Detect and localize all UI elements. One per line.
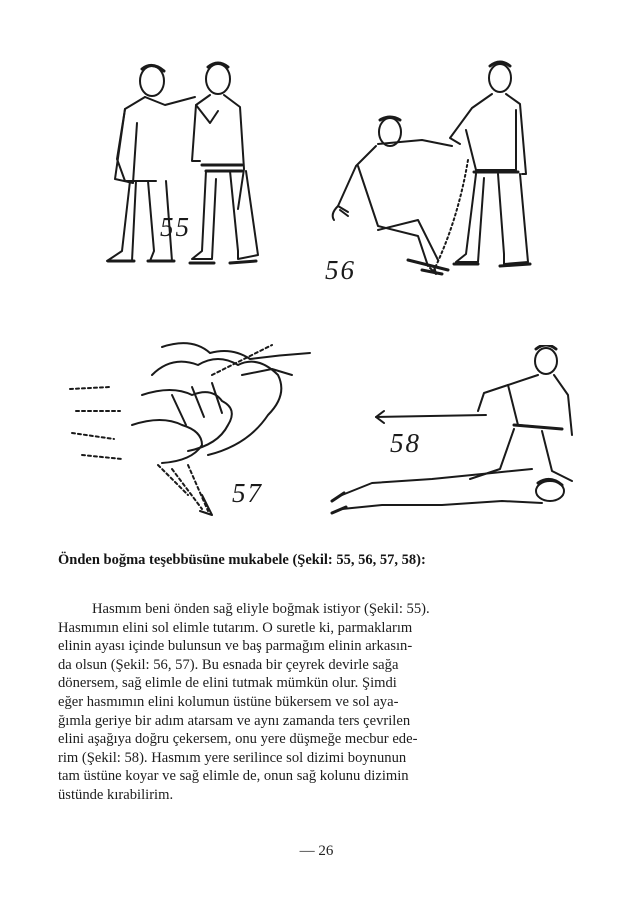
text-line: da olsun (Şekil: 56, 57). Bu esnada bir çeyrek devirle sağa	[58, 656, 399, 673]
figure-55-label: 55	[160, 212, 191, 242]
figure-caption: Önden boğma teşebbüsüne mukabele (Şekil: 55, 56, 57, 58):	[58, 552, 426, 568]
figure-55-illustration	[90, 55, 260, 280]
text-line: üstünde kırabilirim.	[58, 786, 174, 803]
figure-56-illustration	[318, 60, 538, 285]
text-line: elinin ayası içinde bulunsun ve baş parmağım elinin arkasın-	[58, 638, 413, 655]
text-line: Hasmımın elini sol elimle tutarım. O suretle ki, parmaklarım	[58, 619, 413, 636]
figure-57-label: 57	[232, 478, 263, 508]
text-line: eğer hasmımın elini kolumun üstüne bükersem ve sol aya-	[58, 693, 399, 710]
body-paragraph	[58, 600, 588, 805]
text-line: ğımla geriye bir adım atarsam ve aynı zamanda ters çevrilen	[58, 712, 411, 729]
figure-58-label: 58	[390, 428, 421, 458]
text-line: tam üstüne koyar ve sağ elimle de, onun sağ kolunu dizimin	[58, 768, 409, 785]
text-line: elini aşağıya doğru çekersem, onu yere düşmeğe mecbur ede-	[58, 731, 418, 748]
text-line: Hasmım beni önden sağ eliyle boğmak istiyor (Şekil: 55).	[92, 601, 430, 617]
text-line: rim (Şekil: 58). Hasmım yere serilince sol dizimi boynunun	[58, 749, 407, 766]
text-line: dönersem, sağ elimle de elini tutmak mümkün olur. Şimdi	[58, 675, 397, 692]
figure-56-label: 56	[325, 255, 356, 285]
figure-57-illustration	[62, 335, 322, 530]
page-number: — 26	[299, 843, 334, 859]
figure-58-illustration	[328, 345, 588, 525]
